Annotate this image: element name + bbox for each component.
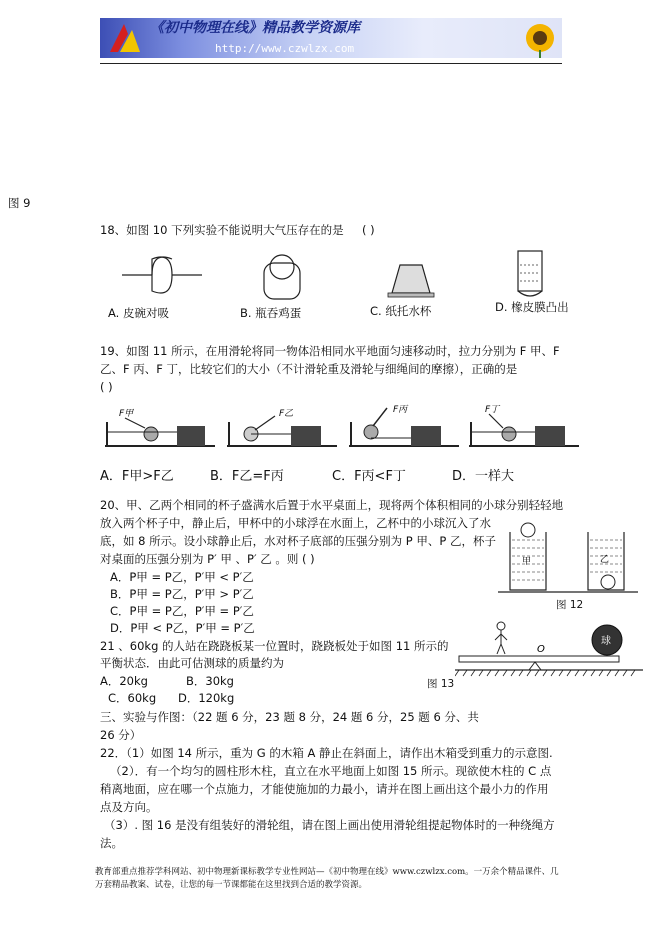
q18-blank: ( ) <box>362 223 375 237</box>
q19-line3: ( ) <box>100 380 113 394</box>
q22-p3b: 法。 <box>100 836 123 850</box>
q19-option-c: C．F丙<F丁 <box>332 469 406 484</box>
cup-label-jia: 甲 <box>522 557 532 567</box>
rubber-membrane-drawing <box>518 251 542 296</box>
header-title: 《初中物理在线》精品教学资源库 <box>150 20 360 36</box>
logo-icon <box>104 20 144 56</box>
cup-jia <box>510 523 546 590</box>
bottle-egg-drawing <box>264 255 300 299</box>
q18-option-a: A. 皮碗对吸 <box>108 306 169 320</box>
q19-line2: 乙、F 丙、F 丁，比较它们的大小（不计滑轮重及滑轮与细绳间的摩擦），正确的是 <box>100 362 518 376</box>
q21-option-d: D．120kg <box>178 691 235 705</box>
fig13-label: 图 13 <box>427 678 455 690</box>
force-label-jia: F甲 <box>119 409 134 419</box>
q19-option-d: D．一样大 <box>452 469 515 484</box>
q21-option-b: B．30kg <box>186 674 234 688</box>
fig9-label: 图 9 <box>8 196 31 210</box>
q18-option-b: B. 瓶吞鸡蛋 <box>240 306 302 320</box>
q21-option-a: A．20kg <box>100 674 148 688</box>
force-label-yi: F乙 <box>279 409 294 419</box>
q19-option-b: B．F乙=F丙 <box>210 469 284 484</box>
fig12-label: 图 12 <box>556 599 584 611</box>
pivot-triangle <box>529 662 541 670</box>
q19-pulley-figures <box>105 402 585 452</box>
suction-cups-drawing <box>122 257 202 293</box>
force-label-ding: F丁 <box>485 405 500 415</box>
q20-line1: 20、甲、乙两个相同的杯子盛满水后置于水平桌面上，现将两个体积相同的小球分别轻轻地 <box>100 498 564 512</box>
ball-label: 球 <box>601 636 611 647</box>
q18-text: 18、如图 10 下列实验不能说明大气压存在的是 <box>100 223 344 237</box>
pulley-figure-2 <box>227 409 337 446</box>
q20-line4: 对桌面的压强分别为 P′ 甲 、P′ 乙 。则 ( ) <box>100 552 315 566</box>
header-divider <box>100 63 562 64</box>
q20-option-a: A．P甲 = P乙，P′甲 < P′乙 <box>110 570 254 584</box>
q21-line1: 21 、60kg 的人站在跷跷板某一位置时，跷跷板处于如图 11 所示的 <box>100 639 449 653</box>
sunflower-icon <box>520 20 560 58</box>
paper-cup-drawing <box>388 265 434 297</box>
q21-seesaw-figure <box>455 620 645 682</box>
q20-option-d: D．P甲 < P乙，P′甲 = P′乙 <box>110 621 255 635</box>
cup-yi <box>588 532 624 590</box>
q20-option-b: B．P甲 = P乙，P′甲 > P′乙 <box>110 587 254 601</box>
q18-option-c: C. 纸托水杯 <box>370 304 432 318</box>
pivot-label: O <box>537 644 545 655</box>
pulley-figure-3 <box>349 404 459 446</box>
q22-p2c: 点及方向。 <box>100 800 158 814</box>
pulley-figure-4 <box>469 404 579 446</box>
header-url[interactable]: http://www.czwlzx.com <box>215 42 355 55</box>
q19-option-a: A．F甲>F乙 <box>100 469 174 484</box>
section3-line1: 三、实验与作图：（22 题 6 分，23 题 8 分，24 题 6 分，25 题 6 分、共 <box>100 710 479 724</box>
q19-line1: 19、如图 11 所示，在用滑轮将同一物体沿相同水平地面匀速移动时，拉力分别为 F 甲、F <box>100 344 560 358</box>
section3-line2: 26 分） <box>100 728 142 742</box>
q21-line2: 平衡状态．由此可估测球的质量约为 <box>100 656 284 670</box>
q18-option-d: D. 橡皮膜凸出 <box>495 300 569 314</box>
page-footer: 教育部重点推荐学科网站、初中物理新课标教学专业性网站—《初中物理在线》www.czwlzx.com。一万余个精品课件、几万套精品教案、试卷，让您的每一节课都能在这里找到合适的教学资源。 <box>95 867 559 890</box>
q20-line3: 底，如 8 所示。设小球静止后，水对杯子底部的压强分别为 P 甲、P 乙，杯子 <box>100 534 496 548</box>
q22-p3a: （3）. 图 16 是没有组装好的滑轮组，请在图上画出使用滑轮组提起物体时的一种绕绳方 <box>104 818 555 832</box>
pulley-figure-1 <box>105 408 215 446</box>
q22-p2b: 稍离地面，应在哪一个点施力，才能使施加的力最小，请并在图上画出这个最小力的作用 <box>100 782 549 796</box>
force-label-bing: F丙 <box>393 405 408 415</box>
cup-label-yi: 乙 <box>600 555 610 565</box>
q20-line2: 放入两个杯子中，静止后，甲杯中的小球浮在水面上，乙杯中的小球沉入了水 <box>100 516 491 530</box>
q20-cups-figure <box>498 518 638 598</box>
q18-figure <box>110 245 590 305</box>
q21-option-c: C．60kg <box>108 691 157 705</box>
q22-p2a: （2）．有一个均匀的圆柱形木柱，直立在水平地面上如图 15 所示。现欲使木柱的 C 点 <box>110 764 552 778</box>
q22-p1: 22．（1）如图 14 所示，重为 G 的木箱 A 静止在斜面上，请作出木箱受到重力的示意图. <box>100 746 553 760</box>
q20-option-c: C．P甲 = P乙，P′甲 = P′乙 <box>110 604 254 618</box>
person-drawing <box>495 622 507 654</box>
